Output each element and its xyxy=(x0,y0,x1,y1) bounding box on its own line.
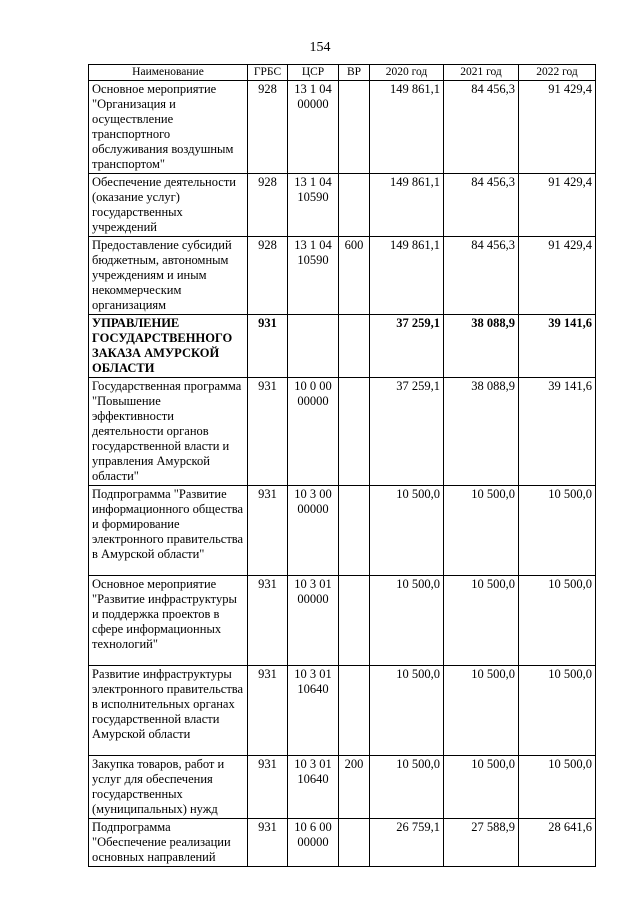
row-csr: 13 1 04 00000 xyxy=(288,81,339,174)
row-csr: 10 3 01 10640 xyxy=(288,756,339,819)
row-grbs: 931 xyxy=(248,315,288,378)
row-2022: 39 141,6 xyxy=(519,315,596,378)
row-2020: 10 500,0 xyxy=(370,756,444,819)
row-2021: 38 088,9 xyxy=(444,315,519,378)
row-2022: 10 500,0 xyxy=(519,486,596,576)
row-name: Подпрограмма "Развитие информационного общества и формирование электронного правительства в Амурской области" xyxy=(89,486,248,576)
table-row xyxy=(89,174,596,237)
header-grbs: ГРБС xyxy=(248,65,288,81)
row-csr: 10 0 00 00000 xyxy=(288,378,339,486)
row-vr xyxy=(339,378,370,486)
row-csr: 13 1 04 10590 xyxy=(288,174,339,237)
row-2020: 10 500,0 xyxy=(370,666,444,756)
row-2020: 10 500,0 xyxy=(370,486,444,576)
row-vr xyxy=(339,486,370,576)
row-2022: 91 429,4 xyxy=(519,237,596,315)
row-2022: 91 429,4 xyxy=(519,174,596,237)
row-2021: 84 456,3 xyxy=(444,174,519,237)
row-csr: 10 3 01 00000 xyxy=(288,576,339,666)
row-grbs: 928 xyxy=(248,81,288,174)
row-2022: 39 141,6 xyxy=(519,378,596,486)
row-2020: 37 259,1 xyxy=(370,378,444,486)
row-grbs: 931 xyxy=(248,666,288,756)
row-name: Основное мероприятие "Развитие инфраструктуры и поддержка проектов в сфере информационных технологий" xyxy=(89,576,248,666)
row-2021: 10 500,0 xyxy=(444,666,519,756)
row-vr xyxy=(339,666,370,756)
budget-table xyxy=(88,64,596,867)
row-csr: 10 6 00 00000 xyxy=(288,819,339,867)
row-vr xyxy=(339,174,370,237)
table-row xyxy=(89,756,596,819)
row-grbs: 931 xyxy=(248,486,288,576)
row-2021: 10 500,0 xyxy=(444,576,519,666)
table-row xyxy=(89,666,596,756)
row-grbs: 931 xyxy=(248,378,288,486)
row-name: Государственная программа "Повышение эффективности деятельности органов государственной власти и управления Амурской области" xyxy=(89,378,248,486)
row-name: УПРАВЛЕНИЕ ГОСУДАРСТВЕННОГО ЗАКАЗА АМУРСКОЙ ОБЛАСТИ xyxy=(89,315,248,378)
row-name: Предоставление субсидий бюджетным, автономным учреждениям и иным некоммерческим организациям xyxy=(89,237,248,315)
row-csr: 10 3 00 00000 xyxy=(288,486,339,576)
table-row xyxy=(89,315,596,378)
row-csr: 10 3 01 10640 xyxy=(288,666,339,756)
row-2022: 10 500,0 xyxy=(519,576,596,666)
row-2021: 84 456,3 xyxy=(444,237,519,315)
row-grbs: 931 xyxy=(248,756,288,819)
header-name: Наименование xyxy=(89,65,248,81)
table-row xyxy=(89,486,596,576)
row-2022: 28 641,6 xyxy=(519,819,596,867)
row-csr xyxy=(288,315,339,378)
row-2020: 149 861,1 xyxy=(370,237,444,315)
row-name: Развитие инфраструктуры электронного правительства в исполнительных органах государственной власти Амурской области xyxy=(89,666,248,756)
row-name: Обеспечение деятельности (оказание услуг) государственных учреждений xyxy=(89,174,248,237)
row-grbs: 931 xyxy=(248,819,288,867)
row-2020: 26 759,1 xyxy=(370,819,444,867)
page-number: 154 xyxy=(309,40,331,55)
header-2022: 2022 год xyxy=(519,65,596,81)
row-vr: 200 xyxy=(339,756,370,819)
row-2021: 10 500,0 xyxy=(444,486,519,576)
row-grbs: 928 xyxy=(248,174,288,237)
row-name: Подпрограмма "Обеспечение реализации основных направлений xyxy=(89,819,248,867)
row-name: Основное мероприятие "Организация и осуществление транспортного обслуживания воздушным транспортом" xyxy=(89,81,248,174)
row-vr xyxy=(339,81,370,174)
row-2020: 37 259,1 xyxy=(370,315,444,378)
header-2020: 2020 год xyxy=(370,65,444,81)
row-2021: 10 500,0 xyxy=(444,756,519,819)
table-header-row xyxy=(89,65,596,81)
header-csr: ЦСР xyxy=(288,65,339,81)
row-vr xyxy=(339,819,370,867)
row-2020: 149 861,1 xyxy=(370,81,444,174)
row-2022: 10 500,0 xyxy=(519,666,596,756)
row-vr: 600 xyxy=(339,237,370,315)
table-row xyxy=(89,378,596,486)
row-2021: 84 456,3 xyxy=(444,81,519,174)
header-vr: ВР xyxy=(339,65,370,81)
row-grbs: 928 xyxy=(248,237,288,315)
row-name: Закупка товаров, работ и услуг для обеспечения государственных (муниципальных) нужд xyxy=(89,756,248,819)
table-row xyxy=(89,819,596,867)
row-vr xyxy=(339,576,370,666)
row-2020: 10 500,0 xyxy=(370,576,444,666)
row-2021: 27 588,9 xyxy=(444,819,519,867)
row-2021: 38 088,9 xyxy=(444,378,519,486)
table-row xyxy=(89,237,596,315)
row-2022: 91 429,4 xyxy=(519,81,596,174)
row-vr xyxy=(339,315,370,378)
row-csr: 13 1 04 10590 xyxy=(288,237,339,315)
row-grbs: 931 xyxy=(248,576,288,666)
table-row xyxy=(89,81,596,174)
table-row xyxy=(89,576,596,666)
header-2021: 2021 год xyxy=(444,65,519,81)
row-2022: 10 500,0 xyxy=(519,756,596,819)
row-2020: 149 861,1 xyxy=(370,174,444,237)
